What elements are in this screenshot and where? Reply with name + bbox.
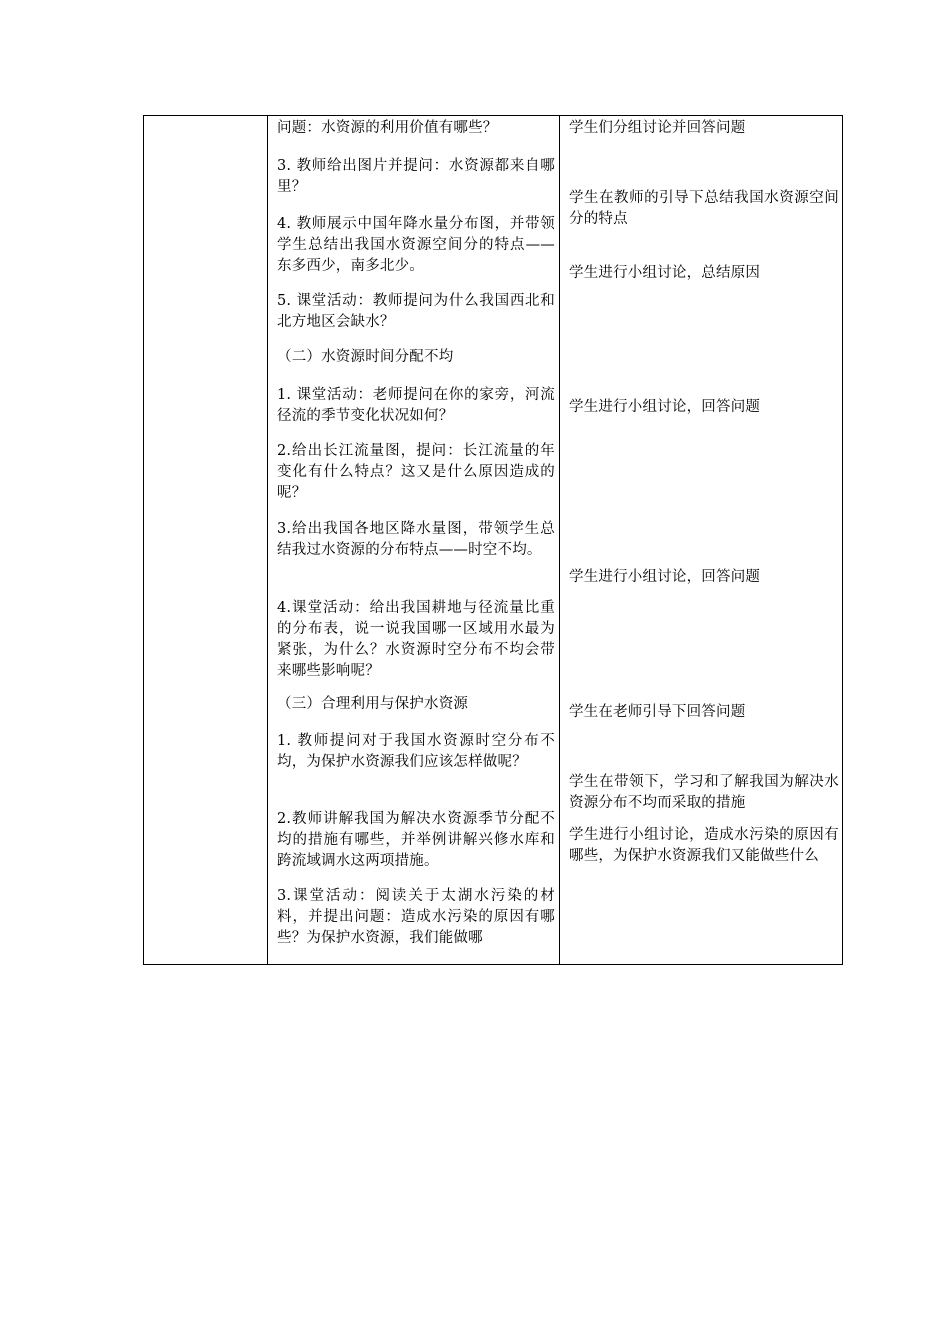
student-activity-text: 学生进行小组讨论，总结原因 (569, 265, 761, 281)
teacher-activity-text: 1. 课堂活动：老师提问在你的家旁，河流径流的季节变化状况如何？ (277, 387, 555, 424)
section-heading: （三）合理利用与保护水资源 (277, 696, 469, 712)
teacher-activity-text: 4.课堂活动：给出我国耕地与径流量比重的分布表，说一说我国哪一区域用水最为紧张，为什么？水资源时空分布不均会带来哪些影响呢？ (277, 600, 555, 679)
student-activity-text: 学生在老师引导下回答问题 (569, 704, 746, 720)
column-divider-2 (559, 116, 560, 964)
student-activity-text: 学生进行小组讨论，造成水污染的原因有哪些，为保护水资源我们又能做些什么 (569, 827, 839, 864)
column-divider-1 (267, 116, 268, 964)
student-activity-text: 学生们分组讨论并回答问题 (569, 120, 746, 136)
teacher-activity-text: 2.给出长江流量图，提问：长江流量的年变化有什么特点？这又是什么原因造成的呢？ (277, 443, 555, 501)
student-activity-text: 学生进行小组讨论，回答问题 (569, 569, 761, 585)
teacher-activity-text: 1. 教师提问对于我国水资源时空分布不均，为保护水资源我们应该怎样做呢？ (277, 733, 555, 770)
student-activity-text: 学生在带领下，学习和了解我国为解决水资源分布不均而采取的措施 (569, 774, 839, 811)
teacher-activity-text: 3.课堂活动：阅读关于太湖水污染的材料，并提出问题：造成水污染的原因有哪些？为保护水资源，我们能做哪 (277, 888, 555, 946)
teacher-activity-text: 3. 教师给出图片并提问：水资源都来自哪里？ (277, 158, 555, 195)
teacher-activity-text: 问题：水资源的利用价值有哪些？ (277, 120, 498, 136)
teacher-activity-text: 2.教师讲解我国为解决水资源季节分配不均的措施有哪些，并举例讲解兴修水库和跨流域调水这两项措施。 (277, 811, 555, 869)
teacher-activity-text: 4. 教师展示中国年降水量分布图，并带领学生总结出我国水资源空间分的特点——东多西少，南多北少。 (277, 216, 555, 274)
student-activity-text: 学生在教师的引导下总结我国水资源空间分的特点 (569, 190, 839, 227)
teacher-activity-text: 5. 课堂活动：教师提问为什么我国西北和北方地区会缺水？ (277, 293, 555, 330)
student-activity-text: 学生进行小组讨论，回答问题 (569, 399, 761, 415)
teacher-activity-text: 3.给出我国各地区降水量图，带领学生总结我过水资源的分布特点——时空不均。 (277, 521, 555, 558)
lesson-plan-table (143, 115, 843, 965)
section-heading: （二）水资源时间分配不均 (277, 349, 454, 365)
